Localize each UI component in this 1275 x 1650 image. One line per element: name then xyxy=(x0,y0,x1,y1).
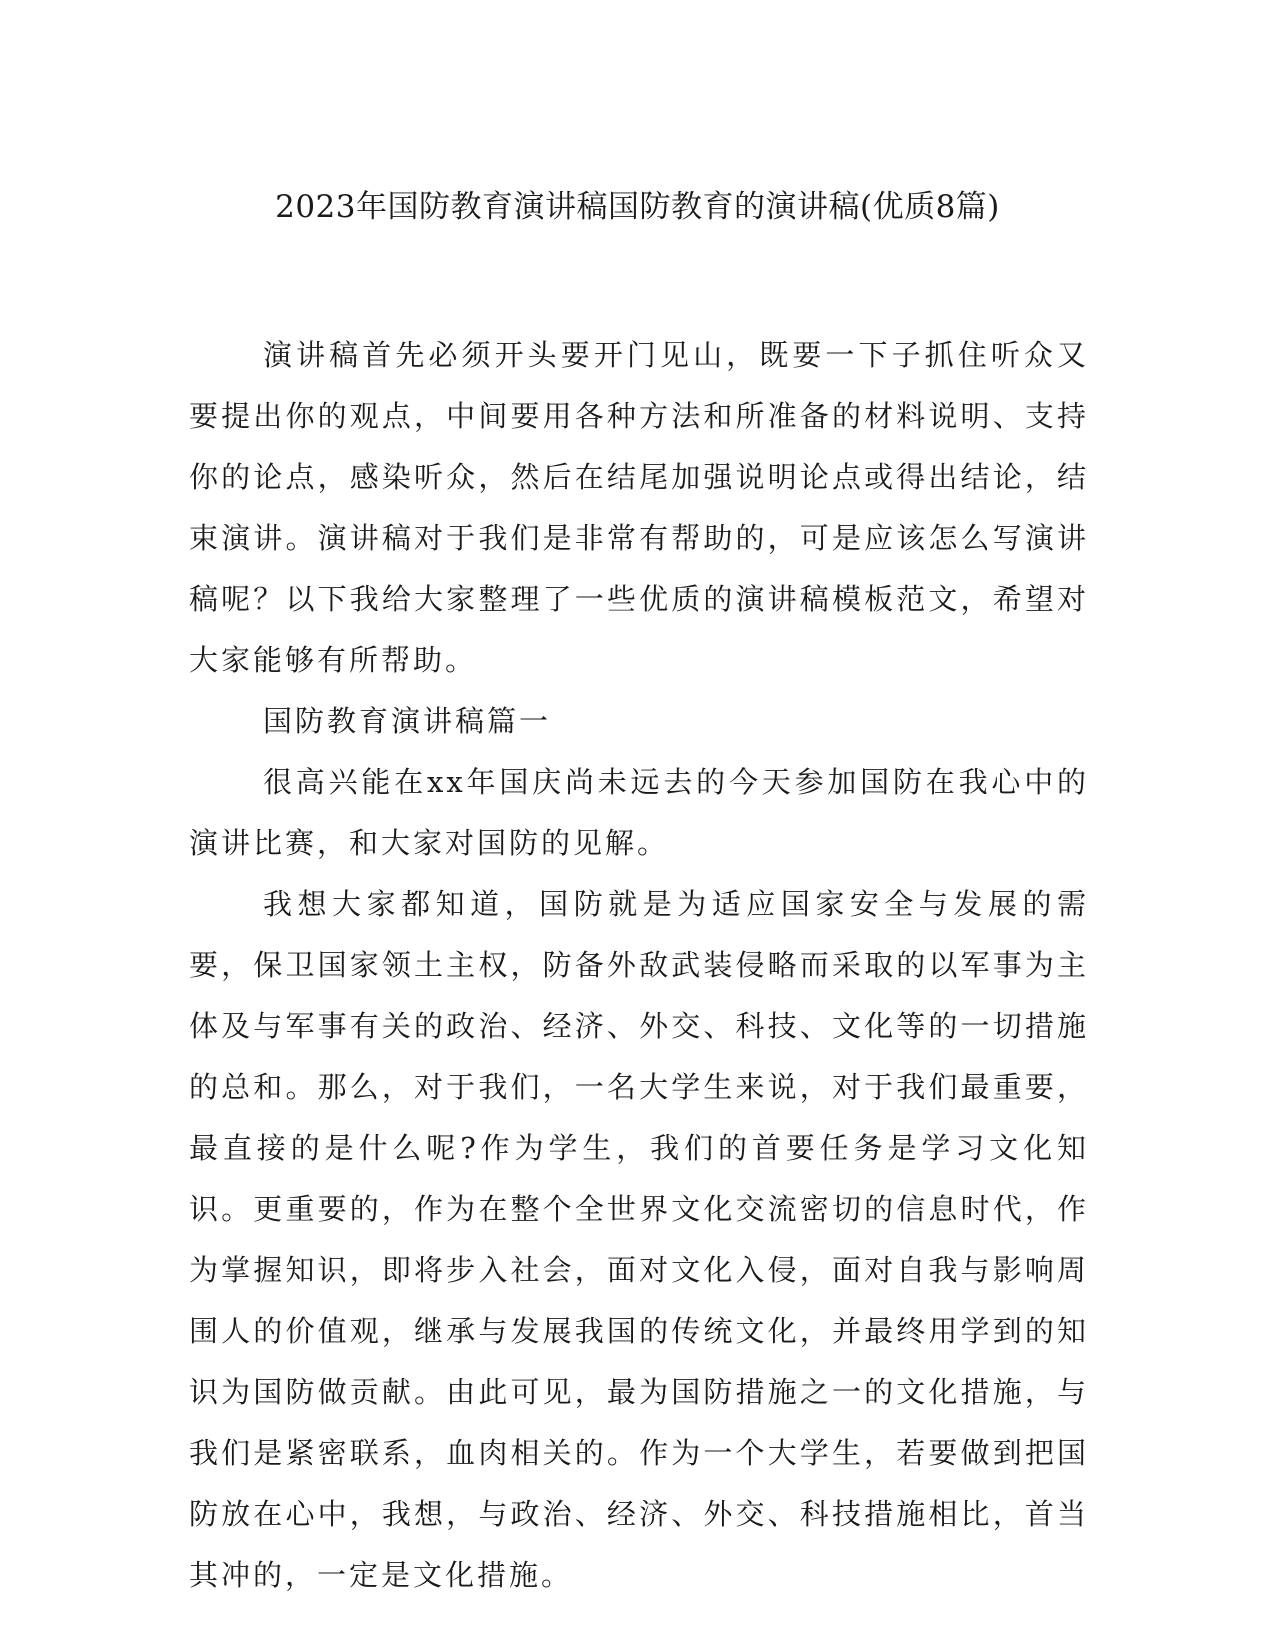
document-body xyxy=(189,325,1089,1606)
document-title: 2023年国防教育演讲稿国防教育的演讲稿(优质8篇) xyxy=(275,189,1000,225)
body-paragraph: 我想大家都知道，国防就是为适应国家安全与发展的需要，保卫国家领土主权，防备外敌武装侵略而采取的以军事为主体及与军事有关的政治、经济、外交、科技、文化等的一切措施的总和。那么，对于我们，一名大学生来说，对于我们最重要，最直接的是什么呢?作为学生，我们的首要任务是学习文化知识。更重要的，作为在整个全世界文化交流密切的信息时代，作为掌握知识，即将步入社会，面对文化入侵，面对自我与影响周围人的价值观，继承与发展我国的传统文化，并最终用学到的知识为国防做贡献。由此可见，最为国防措施之一的文化措施，与我们是紧密联系，血肉相关的。作为一个大学生，若要做到把国防放在心中，我想，与政治、经济、外交、科技措施相比，首当其冲的，一定是文化措施。 xyxy=(189,887,1089,1592)
intro-paragraph: 演讲稿首先必须开头要开门见山，既要一下子抓住听众又要提出你的观点，中间要用各种方法和所准备的材料说明、支持你的论点，感染听众，然后在结尾加强说明论点或得出结论，结束演讲。演讲稿对于我们是非常有帮助的，可是应该怎么写演讲稿呢？以下我给大家整理了一些优质的演讲稿模板范文，希望对大家能够有所帮助。 xyxy=(189,338,1089,677)
body-paragraph: 很高兴能在xx年国庆尚未远去的今天参加国防在我心中的演讲比赛，和大家对国防的见解。 xyxy=(189,765,1089,860)
section-heading: 国防教育演讲稿篇一 xyxy=(263,704,552,738)
